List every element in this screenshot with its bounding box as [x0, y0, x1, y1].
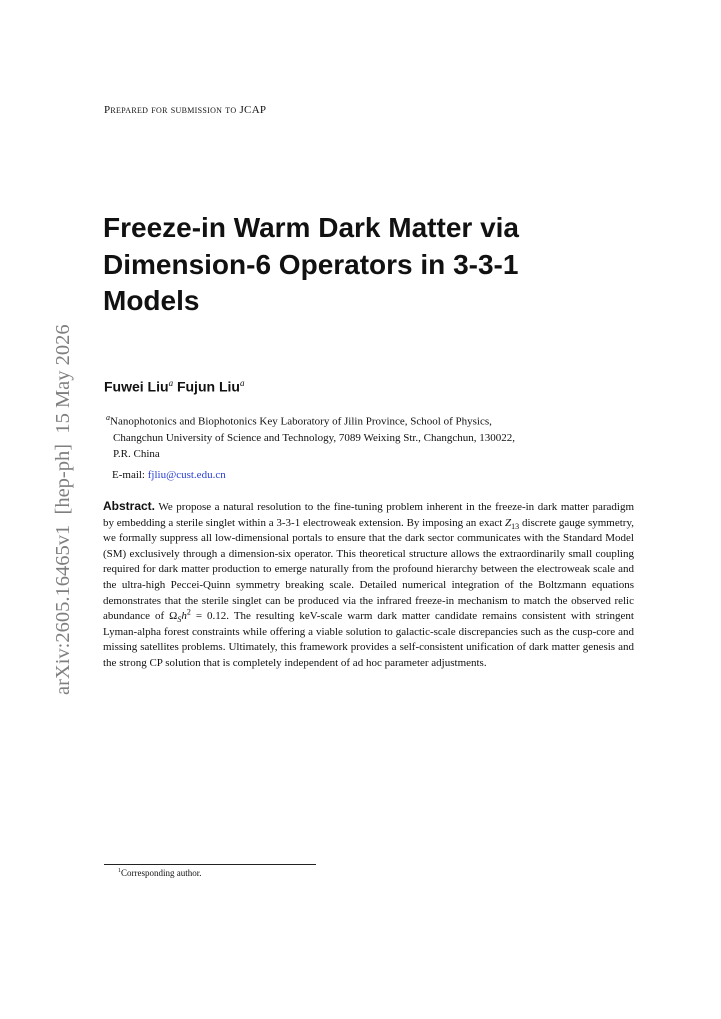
- arxiv-stamp-text: arXiv:2605.16465v1 [hep-ph] 15 May 2026: [52, 324, 74, 695]
- abstract-text-1: We propose a natural resolution to the fine-tuning problem inherent in the freeze-in dark matter paradigm by embedding a sterile singlet within a 3-3-1 electroweak extension. By imposing an exact: [103, 501, 634, 529]
- email-label: E-mail:: [112, 469, 145, 481]
- omega-value: = 0.12.: [190, 610, 230, 623]
- h-symbol: h: [181, 610, 187, 623]
- email-link[interactable]: fjliu@cust.edu.cn: [147, 469, 226, 481]
- abstract: [103, 499, 634, 672]
- paper-title: [103, 210, 623, 320]
- abstract-text-2: discrete gauge symmetry, we formally suppress all low-dimensional portals to ensure that the dark sector communicates with the Standard Model (SM) exclusively through a dimension-six operator. This theoretical structure allows the extraordinarily small coupling required for dark matter production to emerge naturally from the profound hierarchy between the electroweak scale and the ultra-high Peccei-Quinn symmetry breaking scale. Detailed numerical integration of the Boltzmann equations demonstrates that the sterile singlet can be produced via the infrared freeze-in mechanism to match the observed relic abundance of: [103, 516, 634, 623]
- omega-symbol: Ω: [169, 610, 178, 623]
- abstract-text-3: The resulting keV-scale warm dark matter candidate remains consistent with stringent Lyman-alpha forest constraints while offering a viable solution to galactic-scale discrepancies such as the cusp-core and missing satellites problems. Ultimately, this framework provides a self-consistent unification of dark matter genesis and the strong CP solution that is completely independent of ad hoc parameter adjustments.: [103, 610, 634, 669]
- title-line-1: Freeze-in Warm Dark Matter via: [103, 212, 519, 243]
- affiliation-line-3: P.R. China: [113, 447, 160, 460]
- z-subscript: 13: [511, 521, 520, 531]
- abstract-heading: Abstract.: [103, 499, 156, 513]
- affiliation: [106, 410, 636, 462]
- affiliation-mark: a: [106, 413, 110, 422]
- author-name: Fuwei Liu: [104, 378, 169, 395]
- footnote-text: Corresponding author.: [121, 868, 202, 878]
- footnote-mark: 1: [118, 868, 121, 874]
- affiliation-line-1: Nanophotonics and Biophotonics Key Laboratory of Jilin Province, School of Physics,: [110, 415, 492, 428]
- title-line-2: Dimension-6 Operators in 3-3-1: [103, 248, 519, 280]
- footnote: [118, 868, 202, 878]
- author-affil-mark: a: [239, 378, 245, 388]
- author-list: [104, 378, 244, 395]
- z-symbol: Z: [505, 516, 512, 529]
- arxiv-stamp: [47, 290, 75, 700]
- title-line-3: Models: [103, 285, 200, 316]
- author-affil-mark: a: [168, 378, 174, 388]
- h-superscript: 2: [186, 607, 191, 617]
- email-line: [112, 469, 226, 481]
- footnote-rule: [104, 864, 316, 865]
- affiliation-line-2: Changchun University of Science and Technology, 7089 Weixing Str., Changchun, 130022,: [113, 431, 516, 444]
- author-name: Fujun Liu: [176, 378, 240, 395]
- arxiv-stamp-svg: [47, 290, 75, 700]
- submission-header: Prepared for submission to JCAP: [104, 104, 267, 116]
- omega-subscript: S: [177, 615, 182, 625]
